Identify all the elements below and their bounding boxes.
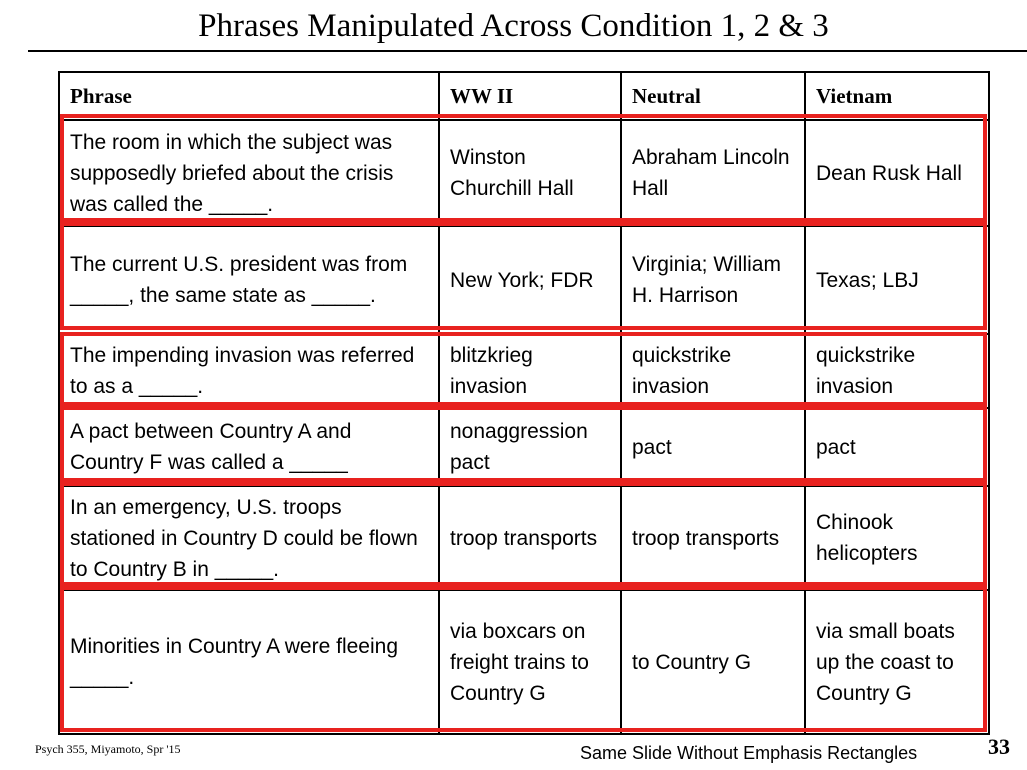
footer-note[interactable]: Same Slide Without Emphasis Rectangles xyxy=(580,743,918,763)
table-row xyxy=(59,590,989,734)
phrases-table xyxy=(58,71,990,735)
neutral-cell: Virginia; William H. Harrison xyxy=(621,226,805,334)
header-neutral: Neutral xyxy=(621,72,805,120)
phrase-cell: In an emergency, U.S. troops stationed in Country D could be flown to Country B in _____. xyxy=(59,486,439,590)
phrase-cell: The room in which the subject was supposedly briefed about the crisis was called the _____. xyxy=(59,120,439,226)
vietnam-cell: quickstrike invasion xyxy=(805,334,989,408)
neutral-cell: troop transports xyxy=(621,486,805,590)
ww2-cell: blitzkrieg invasion xyxy=(439,334,621,408)
ww2-cell: via boxcars on freight trains to Country G xyxy=(439,590,621,734)
vietnam-cell: pact xyxy=(805,408,989,486)
header-vietnam: Vietnam xyxy=(805,72,989,120)
table-row xyxy=(59,226,989,334)
phrase-cell: Minorities in Country A were fleeing _____. xyxy=(59,590,439,734)
header-ww2: WW II xyxy=(439,72,621,120)
ww2-cell: Winston Churchill Hall xyxy=(439,120,621,226)
neutral-cell: quickstrike invasion xyxy=(621,334,805,408)
table-row xyxy=(59,486,989,590)
slide-title: Phrases Manipulated Across Condition 1, 2 & 3 xyxy=(198,8,829,44)
neutral-cell: Abraham Lincoln Hall xyxy=(621,120,805,226)
phrase-cell: The current U.S. president was from _____, the same state as _____. xyxy=(59,226,439,334)
footer-credit: Psych 355, Miyamoto, Spr '15 xyxy=(35,742,181,756)
vietnam-cell: via small boats up the coast to Country G xyxy=(805,590,989,734)
phrase-cell: A pact between Country A and Country F was called a _____ xyxy=(59,408,439,486)
table-row xyxy=(59,334,989,408)
table-row xyxy=(59,120,989,226)
slide-number: 33 xyxy=(988,734,1010,759)
title-divider xyxy=(28,50,1027,52)
table-row xyxy=(59,408,989,486)
vietnam-cell: Dean Rusk Hall xyxy=(805,120,989,226)
vietnam-cell: Chinook helicopters xyxy=(805,486,989,590)
neutral-cell: to Country G xyxy=(621,590,805,734)
ww2-cell: New York; FDR xyxy=(439,226,621,334)
neutral-cell: pact xyxy=(621,408,805,486)
vietnam-cell: Texas; LBJ xyxy=(805,226,989,334)
ww2-cell: nonaggression pact xyxy=(439,408,621,486)
header-row xyxy=(59,72,989,120)
ww2-cell: troop transports xyxy=(439,486,621,590)
phrase-cell: The impending invasion was referred to as a _____. xyxy=(59,334,439,408)
header-phrase: Phrase xyxy=(59,72,439,120)
